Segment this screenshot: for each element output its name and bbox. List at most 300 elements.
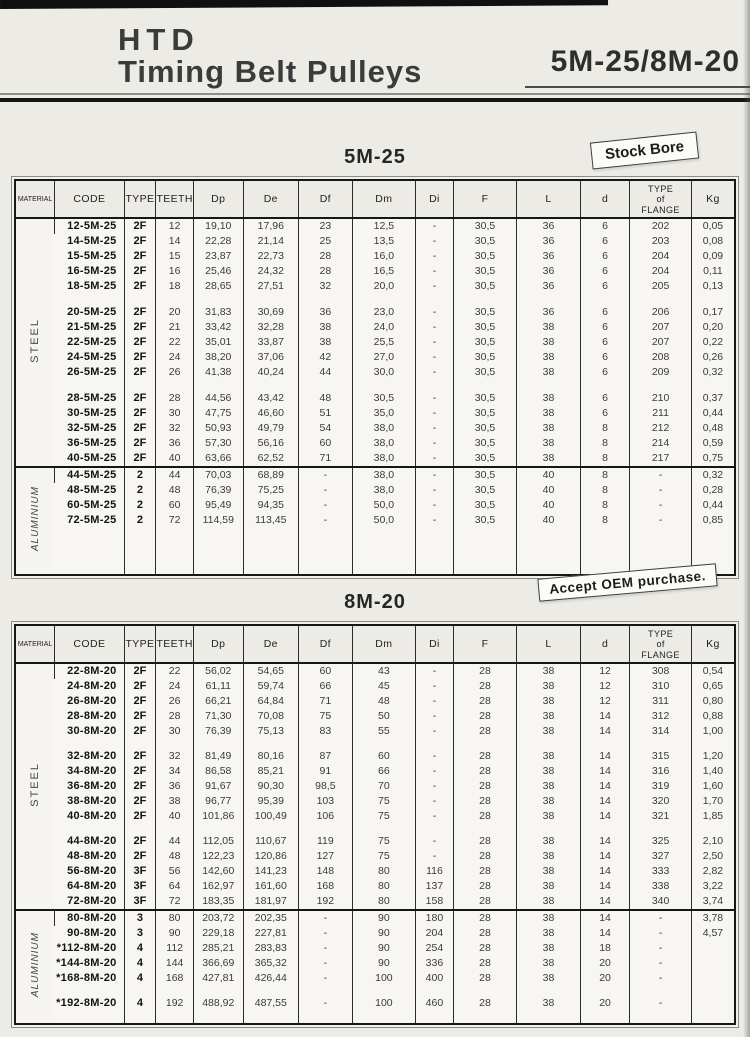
dp-cell: 61,11 xyxy=(193,679,243,694)
pulley-table-8m20 xyxy=(14,624,736,1025)
dm-cell: 38,0 xyxy=(352,467,416,483)
di-cell: - xyxy=(416,794,454,809)
code-cell: 21-5M-25 xyxy=(67,321,117,334)
kg-cell: 2,82 xyxy=(691,864,735,879)
type-cell: 2F xyxy=(124,391,156,406)
dp-cell: 96,77 xyxy=(193,794,243,809)
material-label: STEEL xyxy=(28,318,41,363)
flange-header-line2: of xyxy=(656,194,665,205)
type-cell: 2 xyxy=(124,513,156,528)
dp-cell: 47,75 xyxy=(193,406,243,421)
type-cell: 2F xyxy=(124,421,156,436)
table-row xyxy=(15,436,735,451)
f-cell: 30,5 xyxy=(453,467,517,483)
dm-cell: 90 xyxy=(352,941,416,956)
l-cell: 36 xyxy=(517,218,581,234)
dp-cell: 142,60 xyxy=(193,864,243,879)
l-cell: 38 xyxy=(517,849,581,864)
table-row xyxy=(15,894,735,910)
teeth-cell: 32 xyxy=(156,749,194,764)
dm-cell: 38,0 xyxy=(352,483,416,498)
type-cell: 2F xyxy=(124,350,156,365)
group-gap-row xyxy=(15,294,735,305)
l-cell: 40 xyxy=(517,483,581,498)
de-cell: 17,96 xyxy=(243,218,299,234)
f-cell: 28 xyxy=(453,779,517,794)
de-cell: 40,24 xyxy=(243,365,299,380)
df-cell: - xyxy=(299,971,353,986)
dp-cell: 56,02 xyxy=(193,663,243,679)
type-cell: 2F xyxy=(124,406,156,421)
teeth-cell: 40 xyxy=(156,809,194,824)
dm-cell: 90 xyxy=(352,910,416,926)
f-cell: 28 xyxy=(453,749,517,764)
dp-cell: 86,58 xyxy=(193,764,243,779)
type-cell: 4 xyxy=(124,971,156,986)
teeth-cell: 26 xyxy=(156,694,194,709)
group-gap-row xyxy=(15,824,735,834)
material-label: ALUMINIUM xyxy=(29,486,41,552)
dm-cell: 30,5 xyxy=(352,391,416,406)
flange-cell: 315 xyxy=(630,749,691,764)
empty-cell xyxy=(691,1011,735,1024)
f-cell: 28 xyxy=(453,709,517,724)
empty-cell xyxy=(691,294,735,305)
type-cell: 3 xyxy=(124,910,156,926)
de-cell: 365,32 xyxy=(243,956,299,971)
d-cell: 14 xyxy=(580,849,630,864)
l-cell: 38 xyxy=(517,864,581,879)
dm-cell: 66 xyxy=(352,764,416,779)
d-cell: 6 xyxy=(580,218,630,234)
dm-cell: 75 xyxy=(352,794,416,809)
column-header-l: L xyxy=(517,180,581,218)
teeth-cell: 72 xyxy=(156,894,194,910)
df-cell: 60 xyxy=(299,436,353,451)
kg-cell: 0,75 xyxy=(691,451,735,467)
empty-cell xyxy=(55,1011,124,1024)
de-cell: 85,21 xyxy=(243,764,299,779)
de-cell: 43,42 xyxy=(243,391,299,406)
column-header-teeth: TEETH xyxy=(156,180,194,218)
l-cell: 36 xyxy=(517,305,581,320)
l-cell: 38 xyxy=(517,926,581,941)
dp-cell: 488,92 xyxy=(193,996,243,1011)
type-cell: 2F xyxy=(124,218,156,234)
type-cell: 4 xyxy=(124,996,156,1011)
di-cell: - xyxy=(416,779,454,794)
df-cell: 192 xyxy=(299,894,353,910)
teeth-cell: 30 xyxy=(156,724,194,739)
code-cell: 32-8M-20 xyxy=(67,750,117,763)
empty-cell xyxy=(243,294,299,305)
de-cell: 100,49 xyxy=(243,809,299,824)
code-cell: 12-5M-25 xyxy=(55,218,124,234)
empty-cell xyxy=(630,986,691,996)
empty-cell xyxy=(124,380,156,391)
empty-cell xyxy=(517,528,581,575)
flange-header-line3: FLANGE xyxy=(641,649,680,660)
empty-cell xyxy=(243,739,299,749)
table-5m25 xyxy=(11,176,739,579)
column-header-de: De xyxy=(243,625,299,663)
de-cell: 22,73 xyxy=(243,249,299,264)
kg-cell: 0,20 xyxy=(691,320,735,335)
df-cell: 71 xyxy=(299,451,353,467)
code-cell: 40-8M-20 xyxy=(67,810,117,823)
section-spacer-row xyxy=(15,1011,735,1024)
dp-cell: 427,81 xyxy=(193,971,243,986)
code-cell: 38-8M-20 xyxy=(67,795,117,808)
di-cell: 137 xyxy=(416,879,454,894)
table-row xyxy=(15,679,735,694)
df-cell: 75 xyxy=(299,709,353,724)
dm-cell: 27,0 xyxy=(352,350,416,365)
de-cell: 120,86 xyxy=(243,849,299,864)
de-cell: 46,60 xyxy=(243,406,299,421)
d-cell: 8 xyxy=(580,483,630,498)
f-cell: 30,5 xyxy=(453,513,517,528)
empty-cell xyxy=(517,294,581,305)
header-row xyxy=(15,180,735,218)
dm-cell: 12,5 xyxy=(352,218,416,234)
flange-cell: - xyxy=(630,971,691,986)
code-cell: 22-8M-20 xyxy=(55,663,124,679)
empty-cell xyxy=(517,739,581,749)
di-cell: - xyxy=(416,234,454,249)
l-cell: 38 xyxy=(517,451,581,467)
type-cell: 2F xyxy=(124,794,156,809)
f-cell: 28 xyxy=(453,694,517,709)
de-cell: 68,89 xyxy=(243,467,299,483)
df-cell: 23 xyxy=(299,218,353,234)
flange-cell: - xyxy=(630,956,691,971)
empty-cell xyxy=(352,1011,416,1024)
type-cell: 2F xyxy=(124,779,156,794)
flange-header-line2: of xyxy=(656,639,665,650)
type-cell: 2F xyxy=(124,709,156,724)
d-cell: 6 xyxy=(580,305,630,320)
teeth-cell: 21 xyxy=(156,320,194,335)
kg-cell xyxy=(691,941,735,956)
d-cell: 6 xyxy=(580,264,630,279)
df-cell: 98,5 xyxy=(299,779,353,794)
code-cell: 72-5M-25 xyxy=(67,514,117,527)
dm-cell: 55 xyxy=(352,724,416,739)
flange-cell: 212 xyxy=(630,421,691,436)
dp-cell: 183,35 xyxy=(193,894,243,910)
df-cell: 28 xyxy=(299,249,353,264)
column-header-flange xyxy=(630,180,691,218)
group-gap-row xyxy=(15,986,735,996)
di-cell: - xyxy=(416,513,454,528)
dm-cell: 16,0 xyxy=(352,249,416,264)
flange-cell: - xyxy=(630,996,691,1011)
dm-cell: 20,0 xyxy=(352,279,416,294)
dm-cell: 50,0 xyxy=(352,498,416,513)
table-row xyxy=(15,764,735,779)
f-cell: 28 xyxy=(453,956,517,971)
l-cell: 38 xyxy=(517,709,581,724)
empty-cell xyxy=(630,294,691,305)
flange-cell: 325 xyxy=(630,834,691,849)
d-cell: 14 xyxy=(580,724,630,739)
flange-header-line3: FLANGE xyxy=(641,204,680,215)
de-cell: 202,35 xyxy=(243,910,299,926)
f-cell: 30,5 xyxy=(453,350,517,365)
dm-cell: 45 xyxy=(352,679,416,694)
de-cell: 70,08 xyxy=(243,709,299,724)
empty-cell xyxy=(580,294,630,305)
de-cell: 161,60 xyxy=(243,879,299,894)
table-row xyxy=(15,879,735,894)
kg-cell xyxy=(691,956,735,971)
empty-cell xyxy=(243,528,299,575)
d-cell: 12 xyxy=(580,679,630,694)
l-cell: 38 xyxy=(517,809,581,824)
empty-cell xyxy=(124,528,156,575)
di-cell: - xyxy=(416,335,454,350)
type-cell: 2F xyxy=(124,320,156,335)
d-cell: 14 xyxy=(580,764,630,779)
l-cell: 38 xyxy=(517,406,581,421)
teeth-cell: 36 xyxy=(156,779,194,794)
code-cell: 16-5M-25 xyxy=(67,265,117,278)
de-cell: 33,87 xyxy=(243,335,299,350)
empty-cell xyxy=(352,986,416,996)
code-cell: 64-8M-20 xyxy=(67,880,117,893)
kg-cell: 0,59 xyxy=(691,436,735,451)
code-cell: 48-5M-25 xyxy=(67,484,117,497)
di-cell: - xyxy=(416,679,454,694)
teeth-cell: 36 xyxy=(156,436,194,451)
page-title xyxy=(118,24,422,88)
flange-cell: 211 xyxy=(630,406,691,421)
flange-cell: 205 xyxy=(630,279,691,294)
column-header-flange xyxy=(630,625,691,663)
kg-cell: 0,85 xyxy=(691,513,735,528)
df-cell: - xyxy=(299,483,353,498)
kg-cell: 2,50 xyxy=(691,849,735,864)
teeth-cell: 22 xyxy=(156,663,194,679)
teeth-cell: 15 xyxy=(156,249,194,264)
type-cell: 2 xyxy=(124,467,156,483)
empty-cell xyxy=(630,380,691,391)
d-cell: 6 xyxy=(580,335,630,350)
code-cell: 56-8M-20 xyxy=(67,865,117,878)
df-cell: 127 xyxy=(299,849,353,864)
empty-cell xyxy=(55,824,124,834)
df-cell: - xyxy=(299,513,353,528)
dm-cell: 38,0 xyxy=(352,436,416,451)
empty-cell xyxy=(55,380,124,391)
empty-cell xyxy=(299,294,353,305)
dm-cell: 60 xyxy=(352,749,416,764)
column-header-material: MATERIAL xyxy=(15,625,55,663)
kg-cell: 0,26 xyxy=(691,350,735,365)
column-header-dm: Dm xyxy=(352,180,416,218)
empty-cell xyxy=(352,528,416,575)
empty-cell xyxy=(193,294,243,305)
l-cell: 40 xyxy=(517,467,581,483)
table-row xyxy=(15,910,735,926)
empty-cell xyxy=(416,294,454,305)
teeth-cell: 26 xyxy=(156,365,194,380)
type-cell: 2F xyxy=(124,365,156,380)
f-cell: 30,5 xyxy=(453,451,517,467)
f-cell: 28 xyxy=(453,849,517,864)
type-cell: 2F xyxy=(124,436,156,451)
kg-cell: 0,44 xyxy=(691,498,735,513)
de-cell: 24,32 xyxy=(243,264,299,279)
dp-cell: 114,59 xyxy=(193,513,243,528)
teeth-cell: 24 xyxy=(156,679,194,694)
kg-cell: 4,57 xyxy=(691,926,735,941)
empty-cell xyxy=(243,380,299,391)
code-cell: 44-8M-20 xyxy=(67,835,117,848)
di-cell: - xyxy=(416,749,454,764)
table-row xyxy=(15,234,735,249)
empty-cell xyxy=(156,380,194,391)
type-cell: 2F xyxy=(124,749,156,764)
di-cell: 460 xyxy=(416,996,454,1011)
teeth-cell: 32 xyxy=(156,421,194,436)
flange-header-line1: TYPE xyxy=(648,629,674,640)
empty-cell xyxy=(453,528,517,575)
df-cell: 25 xyxy=(299,234,353,249)
l-cell: 38 xyxy=(517,794,581,809)
kg-cell: 0,13 xyxy=(691,279,735,294)
df-cell: 60 xyxy=(299,663,353,679)
teeth-cell: 48 xyxy=(156,483,194,498)
f-cell: 28 xyxy=(453,926,517,941)
f-cell: 28 xyxy=(453,679,517,694)
page-title-line1: HTD xyxy=(118,22,200,57)
header-rule xyxy=(0,93,750,102)
di-cell: - xyxy=(416,467,454,483)
f-cell: 28 xyxy=(453,834,517,849)
kg-cell: 3,78 xyxy=(691,910,735,926)
di-cell: - xyxy=(416,764,454,779)
di-cell: 116 xyxy=(416,864,454,879)
empty-cell xyxy=(124,739,156,749)
kg-cell xyxy=(691,996,735,1011)
df-cell: - xyxy=(299,926,353,941)
code-cell: 32-5M-25 xyxy=(67,422,117,435)
dp-cell: 38,20 xyxy=(193,350,243,365)
table-body-5m25 xyxy=(15,218,735,575)
empty-cell xyxy=(55,294,124,305)
flange-cell: 308 xyxy=(630,663,691,679)
dm-cell: 100 xyxy=(352,971,416,986)
material-cell xyxy=(15,663,55,910)
kg-cell: 0,32 xyxy=(691,365,735,380)
f-cell: 30,5 xyxy=(453,264,517,279)
de-cell: 95,39 xyxy=(243,794,299,809)
type-cell: 2F xyxy=(124,694,156,709)
di-cell: - xyxy=(416,406,454,421)
empty-cell xyxy=(453,986,517,996)
teeth-cell: 16 xyxy=(156,264,194,279)
de-cell: 426,44 xyxy=(243,971,299,986)
code-cell: 26-5M-25 xyxy=(67,366,117,379)
flange-cell: 338 xyxy=(630,879,691,894)
l-cell: 38 xyxy=(517,879,581,894)
de-cell: 21,14 xyxy=(243,234,299,249)
di-cell: 254 xyxy=(416,941,454,956)
de-cell: 141,23 xyxy=(243,864,299,879)
de-cell: 64,84 xyxy=(243,694,299,709)
l-cell: 36 xyxy=(517,279,581,294)
column-header-di: Di xyxy=(416,625,454,663)
di-cell: 400 xyxy=(416,971,454,986)
kg-cell: 1,40 xyxy=(691,764,735,779)
di-cell: - xyxy=(416,218,454,234)
empty-cell xyxy=(416,380,454,391)
type-cell: 2F xyxy=(124,834,156,849)
kg-cell: 0,54 xyxy=(691,663,735,679)
df-cell: 148 xyxy=(299,864,353,879)
table-row xyxy=(15,794,735,809)
kg-cell xyxy=(691,971,735,986)
di-cell: - xyxy=(416,365,454,380)
df-cell: - xyxy=(299,956,353,971)
f-cell: 28 xyxy=(453,864,517,879)
empty-cell xyxy=(630,739,691,749)
oem-badge: Accept OEM purchase. xyxy=(537,563,717,602)
l-cell: 38 xyxy=(517,436,581,451)
empty-cell xyxy=(193,528,243,575)
df-cell: 103 xyxy=(299,794,353,809)
empty-cell xyxy=(416,1011,454,1024)
code-cell: 26-8M-20 xyxy=(67,695,117,708)
l-cell: 36 xyxy=(517,264,581,279)
empty-cell xyxy=(416,824,454,834)
df-cell: 48 xyxy=(299,391,353,406)
empty-cell xyxy=(691,739,735,749)
df-cell: 32 xyxy=(299,279,353,294)
dp-cell: 19,10 xyxy=(193,218,243,234)
d-cell: 6 xyxy=(580,350,630,365)
f-cell: 28 xyxy=(453,809,517,824)
f-cell: 30,5 xyxy=(453,218,517,234)
empty-cell xyxy=(193,986,243,996)
l-cell: 38 xyxy=(517,679,581,694)
table-row xyxy=(15,483,735,498)
column-header-de: De xyxy=(243,180,299,218)
dp-cell: 57,30 xyxy=(193,436,243,451)
l-cell: 38 xyxy=(517,335,581,350)
de-cell: 49,79 xyxy=(243,421,299,436)
empty-cell xyxy=(299,380,353,391)
group-gap-row xyxy=(15,380,735,391)
dm-cell: 23,0 xyxy=(352,305,416,320)
dp-cell: 101,86 xyxy=(193,809,243,824)
d-cell: 8 xyxy=(580,513,630,528)
code-cell: 18-5M-25 xyxy=(67,280,117,293)
df-cell: - xyxy=(299,996,353,1011)
de-cell: 37,06 xyxy=(243,350,299,365)
di-cell: - xyxy=(416,483,454,498)
df-cell: 66 xyxy=(299,679,353,694)
column-header-type: TYPE xyxy=(124,180,156,218)
dp-cell: 122,23 xyxy=(193,849,243,864)
f-cell: 30,5 xyxy=(453,406,517,421)
kg-cell: 1,00 xyxy=(691,724,735,739)
empty-cell xyxy=(517,380,581,391)
d-cell: 14 xyxy=(580,910,630,926)
empty-cell xyxy=(352,294,416,305)
